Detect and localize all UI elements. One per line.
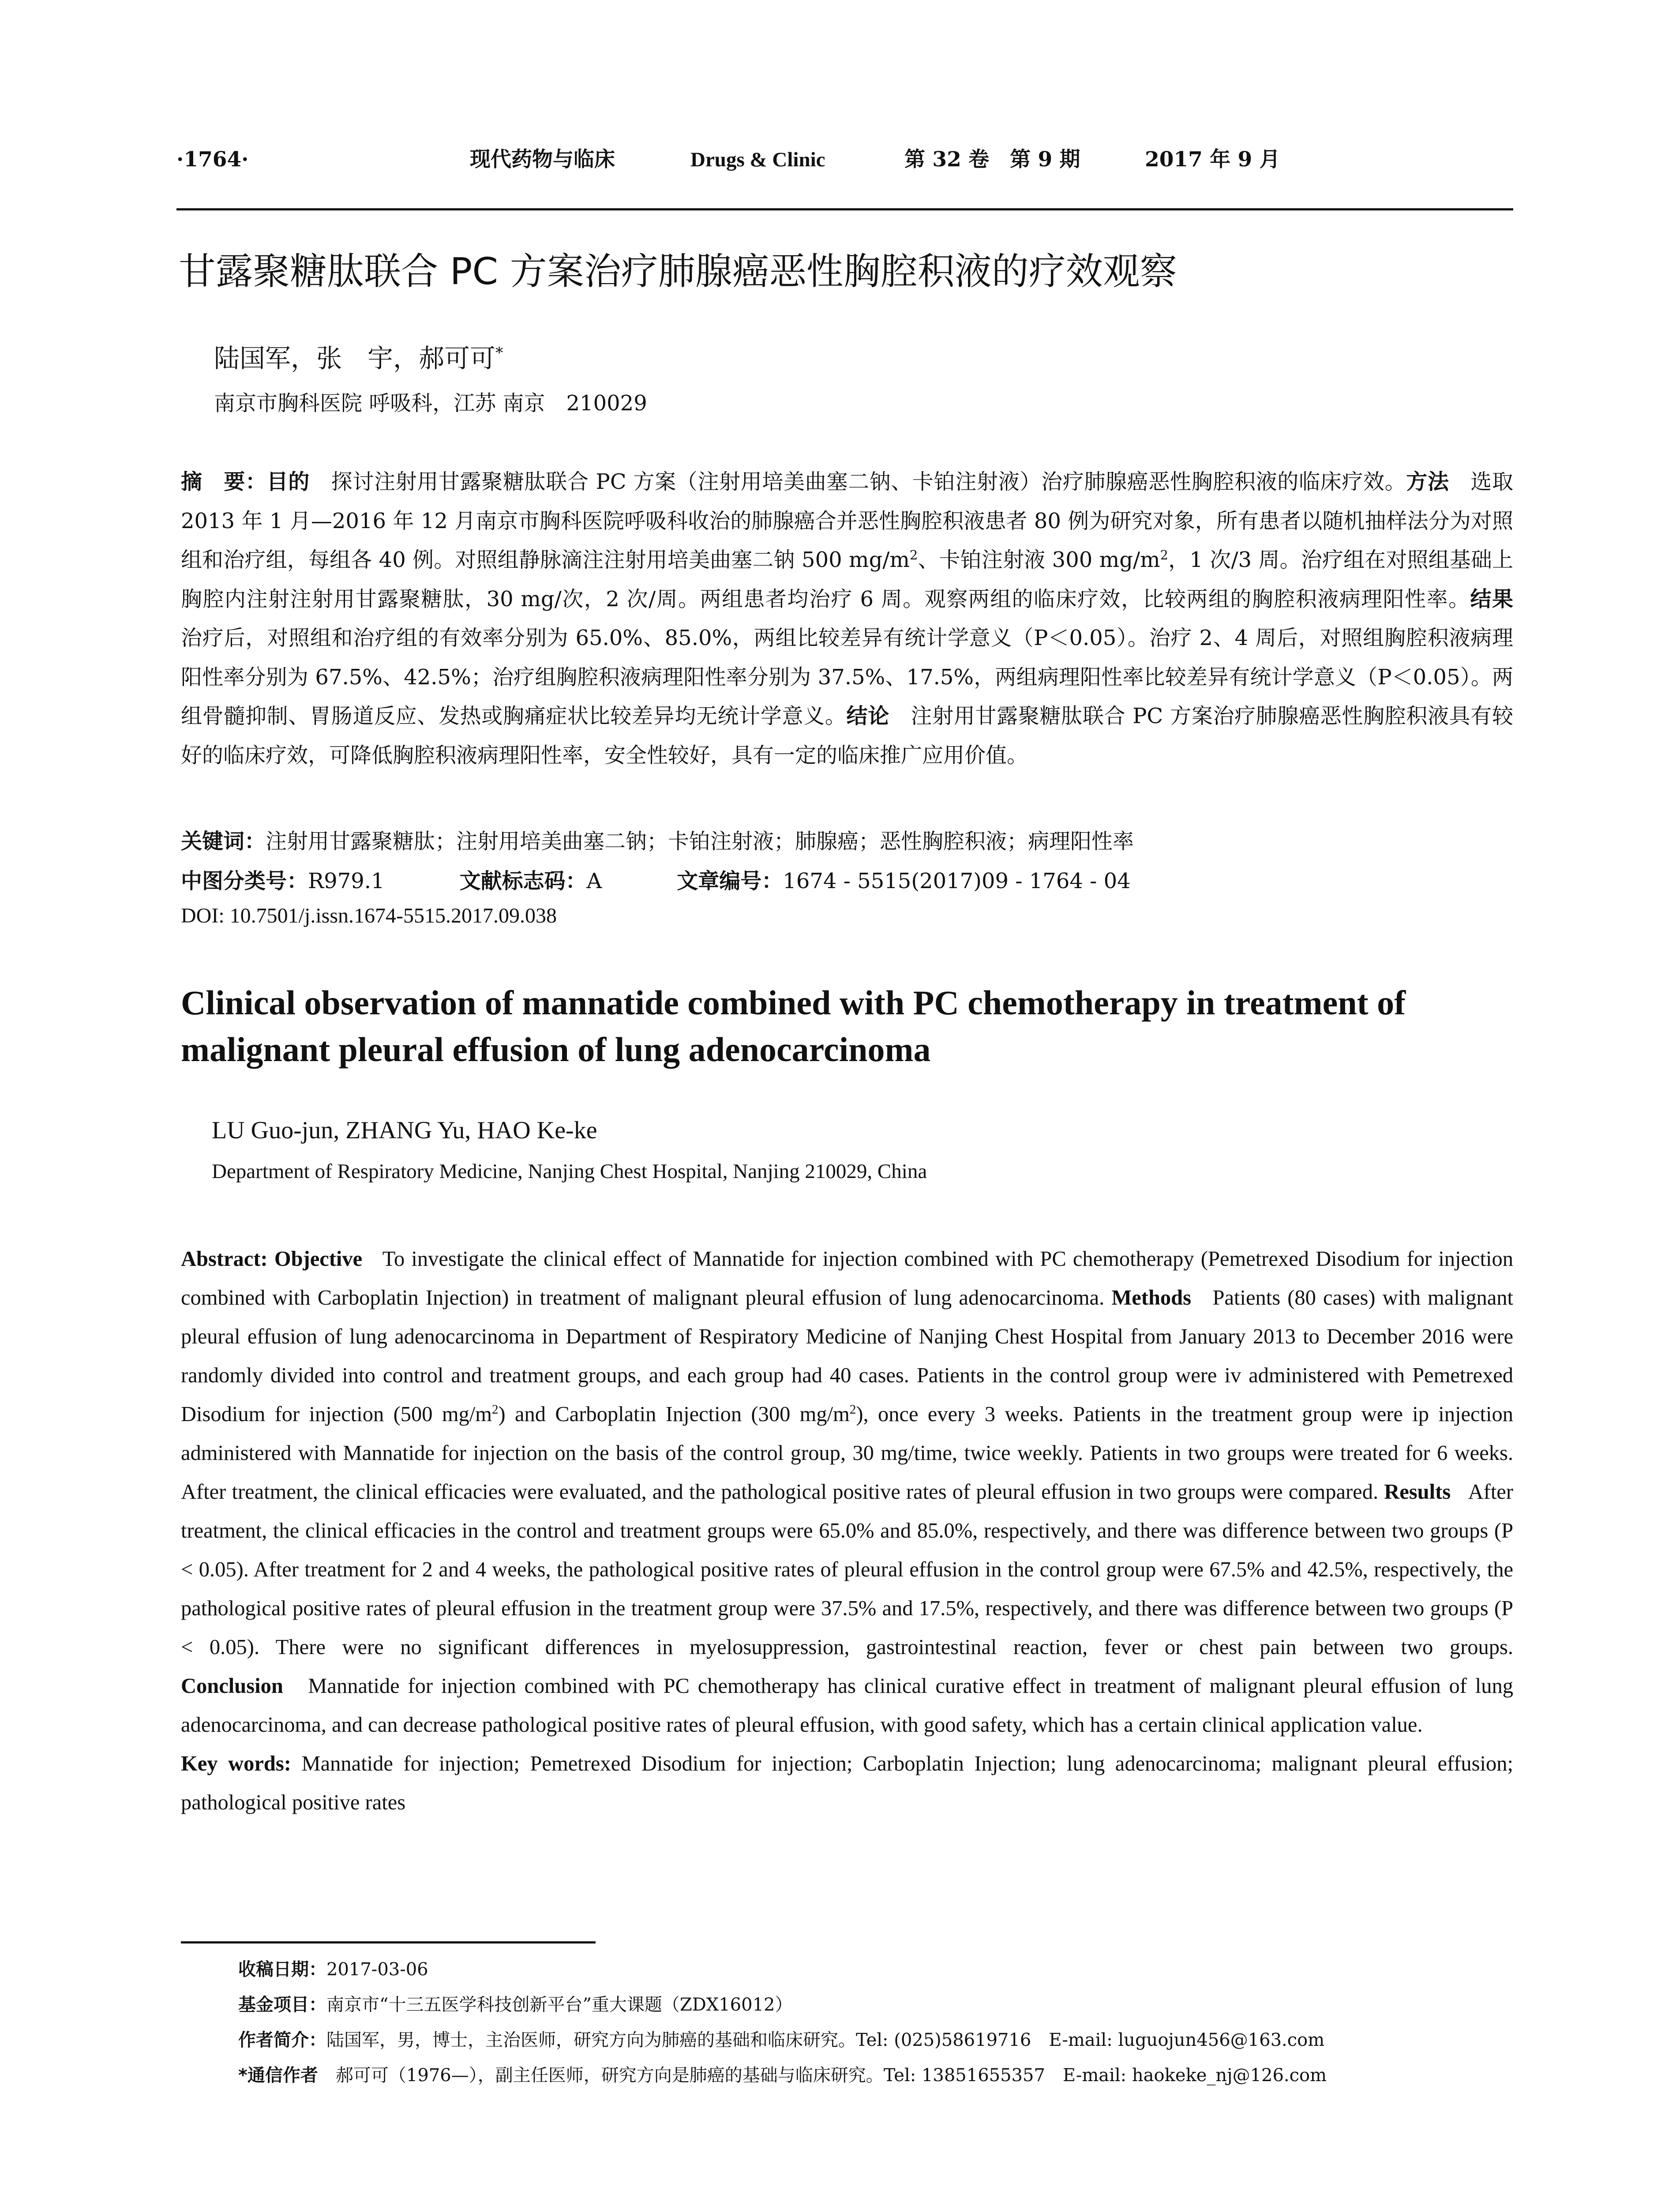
footnote-author: 作者简介：陆国军，男，博士，主治医师，研究方向为肺癌的基础和临床研究。Tel: (025)58619716 E-mail: luguojun456@163.com: [238, 2030, 1325, 2050]
objective-text-cn: 探讨注射用甘露聚糖肽联合 PC 方案（注射用培美曲塞二钠、卡铂注射液）治疗肺腺癌恶性胸腔积液的临床疗效。: [331, 469, 1406, 494]
footnote-received: 收稿日期：2017-03-06: [238, 1959, 428, 1980]
abstract-label-cn: 摘 要：: [181, 469, 267, 494]
objective-label-en: Objective: [274, 1247, 363, 1271]
doi: DOI: 10.7501/j.issn.1674-5515.2017.09.038: [181, 904, 557, 927]
clc-number: R979.1: [308, 869, 385, 893]
page-number: ·1764·: [176, 147, 249, 172]
results-label-en: Results: [1384, 1480, 1451, 1504]
article-title-en: Clinical observation of mannatide combined with PC chemotherapy in treatment of malignant pleural effusion of lung adenocarcinoma: [181, 983, 1406, 1069]
methods-label-cn: 方法: [1406, 469, 1449, 494]
issue-date: 2017 年 9 月: [1145, 147, 1280, 172]
footnote-corresponding: *通信作者 郝可可（1976—），副主任医师，研究方向是肺癌的基础与临床研究。Tel: 13851655357 E-mail: haokeke_nj@126.com: [238, 2065, 1327, 2086]
volume-issue: 第 32 卷 第 9 期: [904, 147, 1080, 172]
abstract-label-en: Abstract:: [181, 1247, 268, 1271]
conclusion-text-cn: 注射用甘露聚糖肽联合 PC 方案治疗肺腺癌恶性胸腔积液具有较好的临床疗效，可降低胸腔积液病理阳性率，安全性较好，具有一定的临床推广应用价值。: [181, 704, 1513, 768]
results-text-en: After treatment, the clinical efficacies in the control and treatment groups were 65.0% and 85.0%, respectively, and there was difference between two groups (P < 0.05). After treatment for 2 and 4 weeks, the pathological positive rates of pleural effusion in the control group were 67.5% and 42.5%, respectively, the pathological positive rates of pleural effusion in the treatment group were 37.5% and 17.5%, respectively, and there was difference between two groups (P < 0.05). There were no significant differences in myelosuppression, gastrointestinal reaction, fever or chest pain between two groups.: [181, 1480, 1513, 1659]
abstract-cn: 摘 要：目的 探讨注射用甘露聚糖肽联合 PC 方案（注射用培美曲塞二钠、卡铂注射液）治疗肺腺癌恶性胸腔积液的临床疗效。方法 选取 2013 年 1 月—2016 年 12 月南京市胸科医院呼吸科收治的肺腺癌合并恶性胸腔积液患者 80 例为研究对象，所有患者以随机抽样法分为对照组和治疗组，每组各 40 例。对照组静脉滴注注射用培美曲塞二钠 500 $mg/m^2$、卡铂注射液 300 $mg/m^2$，1 次/3 周。治疗组在对照组基础上胸腔内注射注射用甘露聚糖肽，30 mg/次，2 次/周。两组患者均治疗 6 周。观察两组的临床疗效，比较两组的胸腔积液病理阳性率。结果 治疗后，对照组和治疗组的有效率分别为 65.0%、85.0%，两组比较差异有统计学意义（P＜0.05）。治疗 2、4 周后，对照组胸腔积液病理阳性率分别为 67.5%、42.5%；治疗组胸腔积液病理阳性率分别为 37.5%、17.5%，两组病理阳性率比较差异有统计学意义（P＜0.05）。两组骨髓抑制、胃肠道反应、发热或胸痛症状比较差异均无统计学意义。结论 注射用甘露聚糖肽联合 PC 方案治疗肺腺癌恶性胸腔积液具有较好的临床疗效，可降低胸腔积液病理阳性率，安全性较好，具有一定的临床推广应用价值。: [181, 469, 1513, 768]
corresponding-mark: *: [495, 344, 503, 362]
journal-name-cn: 现代药物与临床: [470, 147, 615, 172]
abstract-en: Abstract: Objective To investigate the clinical effect of Mannatide for injection combined with PC chemotherapy (Pemetrexed Disodium for injection combined with Carboplatin Injection) in treatment of malignant pleural effusion of lung adenocarcinoma. Methods Patients (80 cases) with malignant pleural effusion of lung adenocarcinoma in Department of Respiratory Medicine of Nanjing Chest Hospital from January 2013 to December 2016 were randomly divided into control and treatment groups, and each group had 40 cases. Patients in the control group were iv administered with Pemetrexed Disodium for injection (500 $mg/m^2$) and Carboplatin Injection (300 $mg/m^2$), once every 3 weeks. Patients in the treatment group were ip injection administered with Mannatide for injection on the basis of the control group, 30 mg/time, twice weekly. Patients in two groups were treated for 6 weeks. After treatment, the clinical efficacies were evaluated, and the pathological positive rates of pleural effusion in two groups were compared. Results After treatment, the clinical efficacies in the control and treatment groups were 65.0% and 85.0%, respectively, and there was difference between two groups (P < 0.05). After treatment for 2 and 4 weeks, the pathological positive rates of pleural effusion in the control group were 67.5% and 42.5%, respectively, the pathological positive rates of pleural effusion in the treatment group were 37.5% and 17.5%, respectively, and there was difference between two groups (P < 0.05). There were no significant differences in myelosuppression, gastrointestinal reaction, fever or chest pain between two groups. Conclusion Mannatide for injection combined with PC chemotherapy has clinical curative effect in treatment of malignant pleural effusion of lung adenocarcinoma, and can decrease pathological positive rates of pleural effusion, with good safety, which has a certain clinical application value. Key words: Mannatide for injection; Pemetrexed Disodium for injection; Carboplatin Injection; lung adenocarcinoma; malignant pleural effusion; pathological positive rates: [181, 1247, 1514, 1814]
journal-name-en: Drugs & Clinic: [690, 148, 825, 171]
results-label-cn: 结果: [1470, 586, 1513, 612]
running-header: [176, 142, 1513, 210]
keywords-text-cn: 注射用甘露聚糖肽；注射用培美曲塞二钠；卡铂注射液；肺腺癌；恶性胸腔积液；病理阳性率: [266, 829, 1134, 854]
affiliation-cn: 南京市胸科医院 呼吸科，江苏 南京 210029: [214, 391, 647, 416]
affiliation-en: Department of Respiratory Medicine, Nanjing Chest Hospital, Nanjing 210029, China: [212, 1160, 927, 1183]
classification-line: 中图分类号：R979.1 文献标志码：A 文章编号：1674 - 5515(2017)09 - 1764 - 04: [181, 869, 1131, 893]
authors-en: LU Guo-jun, ZHANG Yu, HAO Ke-ke: [212, 1117, 597, 1144]
article-title-cn: 甘露聚糖肽联合 PC 方案治疗肺腺癌恶性胸腔积液的疗效观察: [179, 250, 1177, 293]
keywords-label-cn: 关键词：: [181, 829, 266, 854]
methods-label-en: Methods: [1111, 1286, 1192, 1309]
results-text-cn: 治疗后，对照组和治疗组的有效率分别为 65.0%、85.0%，两组比较差异有统计学意义（P＜0.05）。治疗 2、4 周后，对照组胸腔积液病理阳性率分别为 67.5%、42.5%；治疗组胸腔积液病理阳性率分别为 37.5%、17.5%，两组病理阳性率比较差异有统计学意义（P＜0.05）。两组骨髓抑制、胃肠道反应、发热或胸痛症状比较差异均无统计学意义。: [181, 626, 1513, 728]
document-code: A: [586, 869, 602, 893]
conclusion-text-en: Mannatide for injection combined with PC chemotherapy has clinical curative effect in treatment of malignant pleural effusion of lung adenocarcinoma, and can decrease pathological positive rates of pleural effusion, with good safety, which has a certain clinical application value.: [181, 1674, 1514, 1737]
objective-label-cn: 目的: [266, 469, 310, 494]
conclusion-label-cn: 结论: [846, 704, 889, 728]
keywords-text-en: Mannatide for injection; Pemetrexed Disodium for injection; Carboplatin Injection; lung adenocarcinoma; malignant pleural effusion; pathological positive rates: [181, 1752, 1513, 1814]
article-number: 1674 - 5515(2017)09 - 1764 - 04: [783, 869, 1131, 893]
authors-cn: 陆国军，张 宇，郝可可*: [214, 343, 503, 373]
footnote-fund: 基金项目：南京市“十三五医学科技创新平台”重大课题（ZDX16012）: [238, 1995, 793, 2015]
keywords-label-en: Key words:: [181, 1752, 291, 1775]
keywords-cn: [181, 824, 1134, 855]
conclusion-label-en: Conclusion: [181, 1674, 283, 1698]
footnote-divider: [181, 1941, 596, 1943]
objective-text-en: To investigate the clinical effect of Mannatide for injection combined with PC chemotherapy (Pemetrexed Disodium for injection combined with Carboplatin Injection) in treatment of malignant pleural effusion of lung adenocarcinoma.: [181, 1247, 1514, 1309]
